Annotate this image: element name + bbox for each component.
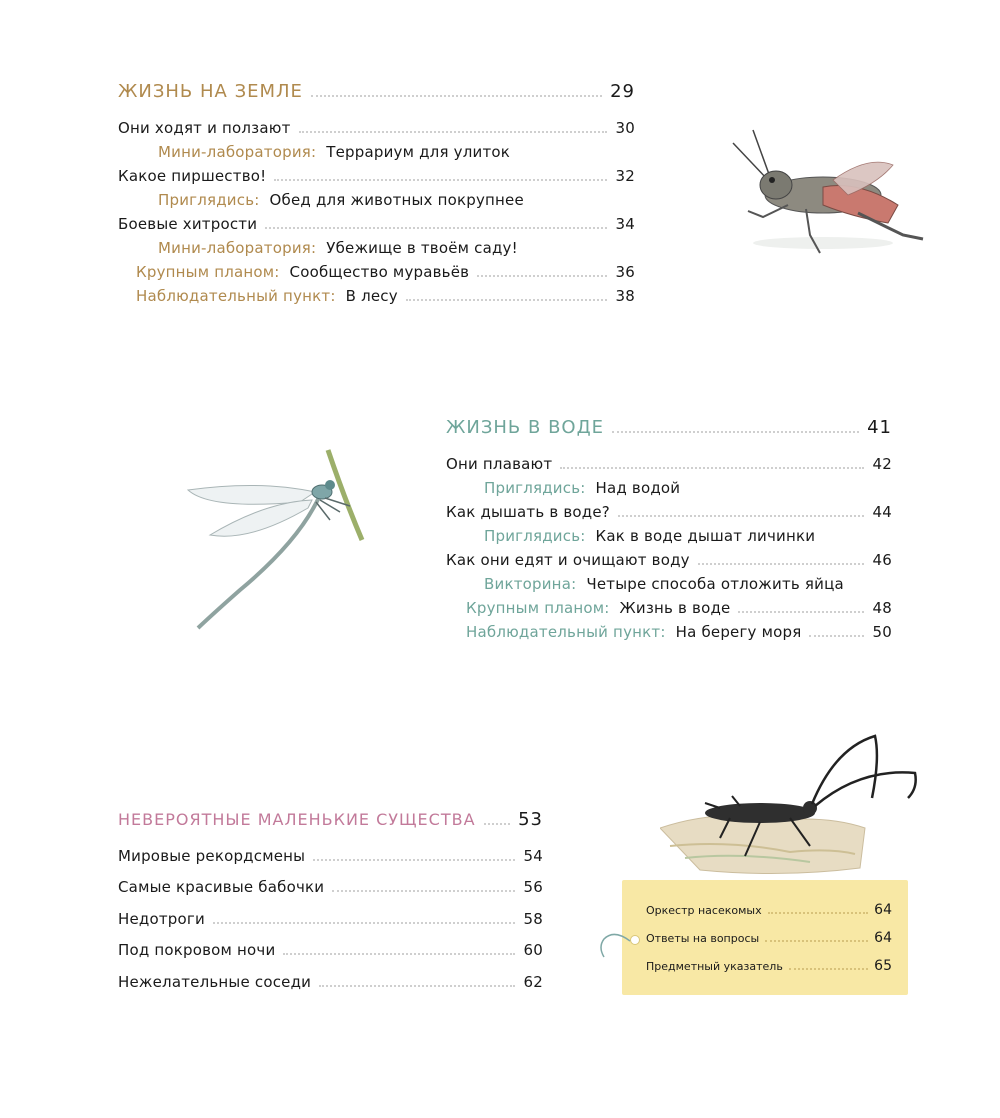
entry-title: Под покровом ночи — [118, 941, 276, 959]
section-heading-land[interactable] — [118, 82, 635, 102]
entry-title: Недотроги — [118, 910, 205, 928]
toc-entry[interactable] — [118, 877, 543, 897]
grasshopper-illustration — [728, 125, 928, 265]
dot-leader — [612, 431, 859, 433]
section-heading-tiny-creatures[interactable] — [118, 810, 543, 830]
entry-title: Нежелательные соседи — [118, 973, 312, 991]
dot-leader — [213, 922, 515, 924]
section-title: ЖИЗНЬ В ВОДЕ — [446, 417, 605, 438]
entry-prefix: Викторина: — [484, 575, 577, 593]
page-number: 36 — [615, 263, 635, 281]
page-number: 53 — [518, 809, 543, 830]
page-number: 62 — [523, 973, 543, 991]
dot-leader — [313, 859, 515, 861]
page-number: 34 — [615, 215, 635, 233]
entry-title: Над водой — [595, 479, 681, 497]
tag-entry[interactable] — [646, 902, 892, 919]
dot-leader — [789, 968, 868, 970]
dot-leader — [274, 179, 607, 181]
entry-prefix: Мини-лаборатория: — [158, 239, 317, 257]
page-number: 65 — [874, 958, 892, 974]
toc-entry[interactable] — [118, 940, 543, 960]
toc-subentry[interactable] — [158, 142, 510, 162]
longhorn-beetle-illustration — [660, 728, 920, 878]
section-title: ЖИЗНЬ НА ЗЕМЛЕ — [118, 81, 303, 102]
toc-entry[interactable] — [446, 550, 892, 570]
dot-leader — [768, 912, 869, 914]
entry-title: Четыре способа отложить яйца — [586, 575, 844, 593]
entry-prefix: Наблюдательный пункт: — [136, 287, 336, 305]
entry-prefix: Крупным планом: — [136, 263, 280, 281]
entry-title: Убежище в твоём саду! — [326, 239, 518, 257]
entry-title: Как они едят и очищают воду — [446, 551, 690, 569]
entry-title: Боевые хитрости — [118, 215, 258, 233]
toc-entry[interactable] — [466, 622, 892, 642]
toc-entry[interactable] — [136, 286, 635, 306]
entry-prefix: Приглядись: — [484, 527, 586, 545]
dot-leader — [477, 275, 607, 277]
toc-entry[interactable] — [136, 262, 635, 282]
tag-entry[interactable] — [646, 930, 892, 947]
toc-subentry[interactable] — [484, 526, 815, 546]
dragonfly-illustration — [180, 440, 380, 640]
tag-entry[interactable] — [646, 958, 892, 975]
entry-prefix: Мини-лаборатория: — [158, 143, 317, 161]
page-number: 56 — [523, 878, 543, 896]
page-number: 46 — [872, 551, 892, 569]
entry-title: Самые красивые бабочки — [118, 878, 325, 896]
entry-title: Сообщество муравьёв — [289, 263, 470, 281]
dot-leader — [484, 823, 511, 825]
page-number: 58 — [523, 910, 543, 928]
appendix-tag — [622, 880, 908, 995]
toc-subentry[interactable] — [484, 478, 680, 498]
page-number: 64 — [874, 930, 892, 946]
entry-title: Как дышать в воде? — [446, 503, 610, 521]
toc-entry[interactable] — [118, 118, 635, 138]
dot-leader — [738, 611, 864, 613]
page-number: 54 — [523, 847, 543, 865]
dot-leader — [765, 940, 868, 942]
dot-leader — [406, 299, 607, 301]
dot-leader — [618, 515, 864, 517]
toc-entry[interactable] — [446, 454, 892, 474]
page-number: 32 — [615, 167, 635, 185]
dot-leader — [332, 890, 515, 892]
section-title: НЕВЕРОЯТНЫЕ МАЛЕНЬКИЕ СУЩЕСТВА — [118, 810, 476, 829]
toc-entry[interactable] — [466, 598, 892, 618]
entry-title: Мировые рекордсмены — [118, 847, 306, 865]
entry-prefix: Крупным планом: — [466, 599, 610, 617]
entry-title: Какое пиршество! — [118, 167, 267, 185]
page-number: 44 — [872, 503, 892, 521]
dot-leader — [560, 467, 864, 469]
entry-title: Террариум для улиток — [326, 143, 511, 161]
page-number: 41 — [867, 417, 892, 438]
tag-string-icon — [596, 925, 636, 965]
toc-subentry[interactable] — [484, 574, 844, 594]
toc-entry[interactable] — [118, 166, 635, 186]
toc-subentry[interactable] — [158, 190, 524, 210]
toc-entry[interactable] — [118, 909, 543, 929]
toc-subentry[interactable] — [158, 238, 518, 258]
toc-entry[interactable] — [118, 214, 635, 234]
entry-title: Оркестр насекомых — [646, 904, 762, 917]
dot-leader — [809, 635, 864, 637]
entry-title: Как в воде дышат личинки — [595, 527, 816, 545]
dot-leader — [319, 985, 515, 987]
section-heading-water[interactable] — [446, 418, 892, 438]
page-number: 29 — [610, 81, 635, 102]
entry-prefix: Наблюдательный пункт: — [466, 623, 666, 641]
page-number: 38 — [615, 287, 635, 305]
entry-title: Они плавают — [446, 455, 553, 473]
toc-entry[interactable] — [446, 502, 892, 522]
dot-leader — [283, 953, 515, 955]
toc-entry[interactable] — [118, 846, 543, 866]
dot-leader — [698, 563, 864, 565]
entry-title: Ответы на вопросы — [646, 932, 760, 945]
dot-leader — [311, 95, 602, 97]
dot-leader — [299, 131, 607, 133]
page-number: 50 — [872, 623, 892, 641]
page-number: 48 — [872, 599, 892, 617]
entry-title: В лесу — [345, 287, 398, 305]
toc-entry[interactable] — [118, 972, 543, 992]
page-number: 60 — [523, 941, 543, 959]
entry-title: Жизнь в воде — [619, 599, 731, 617]
page-number: 30 — [615, 119, 635, 137]
entry-title: Предметный указатель — [646, 960, 783, 973]
entry-title: На берегу моря — [675, 623, 802, 641]
entry-prefix: Приглядись: — [484, 479, 586, 497]
entry-title: Обед для животных покрупнее — [269, 191, 524, 209]
entry-title: Они ходят и ползают — [118, 119, 291, 137]
page-number: 64 — [874, 902, 892, 918]
dot-leader — [265, 227, 607, 229]
page-number: 42 — [872, 455, 892, 473]
entry-prefix: Приглядись: — [158, 191, 260, 209]
